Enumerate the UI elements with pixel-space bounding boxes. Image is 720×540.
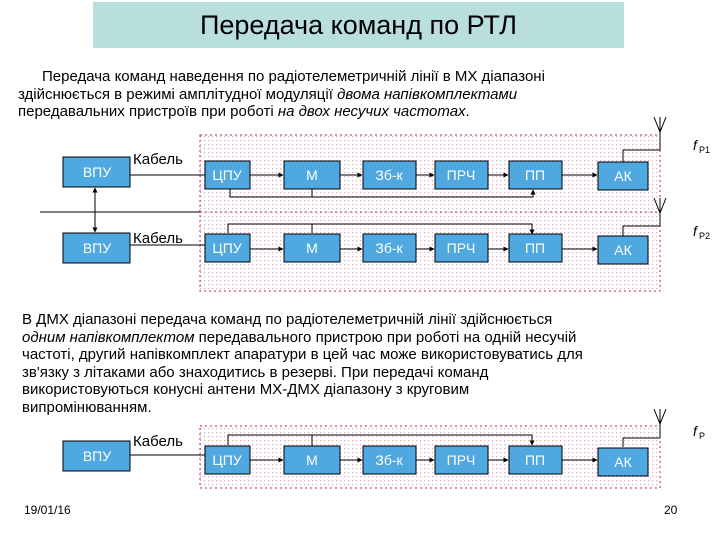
dmx-line-3: частоті, другий напівкомплект апаратури в цей час може використовуватись для <box>22 346 583 363</box>
antenna-icon <box>654 409 666 424</box>
footer-date: 19/01/16 <box>24 503 71 517</box>
svg-text:f: f <box>693 423 697 439</box>
dmx-line-6: випромінюванням. <box>22 398 152 416</box>
intro-line-2: здійснюється в режимі амплітудної модуляції двома напівкомплектами <box>18 85 518 103</box>
svg-text:f: f <box>693 223 697 239</box>
tspu-label: ЦПУ <box>212 240 242 256</box>
dmx-line-5: використовуються конусні антени МХ-ДМХ діапазону з круговим <box>22 381 470 398</box>
ak-label: АК <box>614 168 632 184</box>
modulator-label: М <box>306 240 318 256</box>
footer-page-number: 20 <box>664 503 678 517</box>
collector-label: Зб-к <box>375 452 403 468</box>
svg-text:Р1: Р1 <box>699 145 711 155</box>
prch-label: ПРЧ <box>446 452 476 468</box>
intro-line-3: передавальних пристроїв при роботі на двох несучих частотах. <box>18 103 470 120</box>
collector-label: Зб-к <box>375 167 403 183</box>
intro-line-1: Передача команд наведення по радіотелеметричній лінії в МХ діапазоні <box>42 68 545 85</box>
pp-label: ПП <box>524 240 546 256</box>
tspu-label: ЦПУ <box>212 452 242 468</box>
prch-label: ПРЧ <box>446 167 476 183</box>
svg-text:Р: Р <box>699 431 706 441</box>
freq-label-p2 <box>693 223 710 241</box>
system-area-mx <box>200 135 660 291</box>
dmx-line-2: одним напівкомплектом передавального пристрою при роботі на одній несучій <box>22 328 577 346</box>
svg-text:Р2: Р2 <box>699 231 711 241</box>
freq-label-p1 <box>693 137 710 155</box>
tspu-label: ЦПУ <box>212 167 242 183</box>
dmx-line-1: В ДМХ діапазоні передача команд по радіотелеметричній лінії здійснюється <box>22 311 553 328</box>
freq-label-p <box>693 423 705 441</box>
cable-label: Кабель <box>133 433 183 450</box>
ak-label: АК <box>614 242 632 258</box>
antenna-icon <box>654 117 666 132</box>
collector-label: Зб-к <box>375 240 403 256</box>
modulator-label: М <box>306 452 318 468</box>
vpu-label: ВПУ <box>82 240 112 256</box>
vpu-label: ВПУ <box>82 448 112 464</box>
cable-label: Кабель <box>133 230 183 247</box>
cable-label: Кабель <box>133 151 183 168</box>
pp-label: ПП <box>524 452 546 468</box>
dmx-line-4: зв'язку з літаками або знаходитись в резерві. При передачі команд <box>22 363 489 381</box>
pp-label: ПП <box>524 167 546 183</box>
ak-label: АК <box>614 454 632 470</box>
modulator-label: М <box>306 167 318 183</box>
prch-label: ПРЧ <box>446 240 476 256</box>
slide-title: Передача команд по РТЛ <box>93 2 624 48</box>
vpu-label: ВПУ <box>82 164 112 180</box>
svg-text:f: f <box>693 137 697 153</box>
